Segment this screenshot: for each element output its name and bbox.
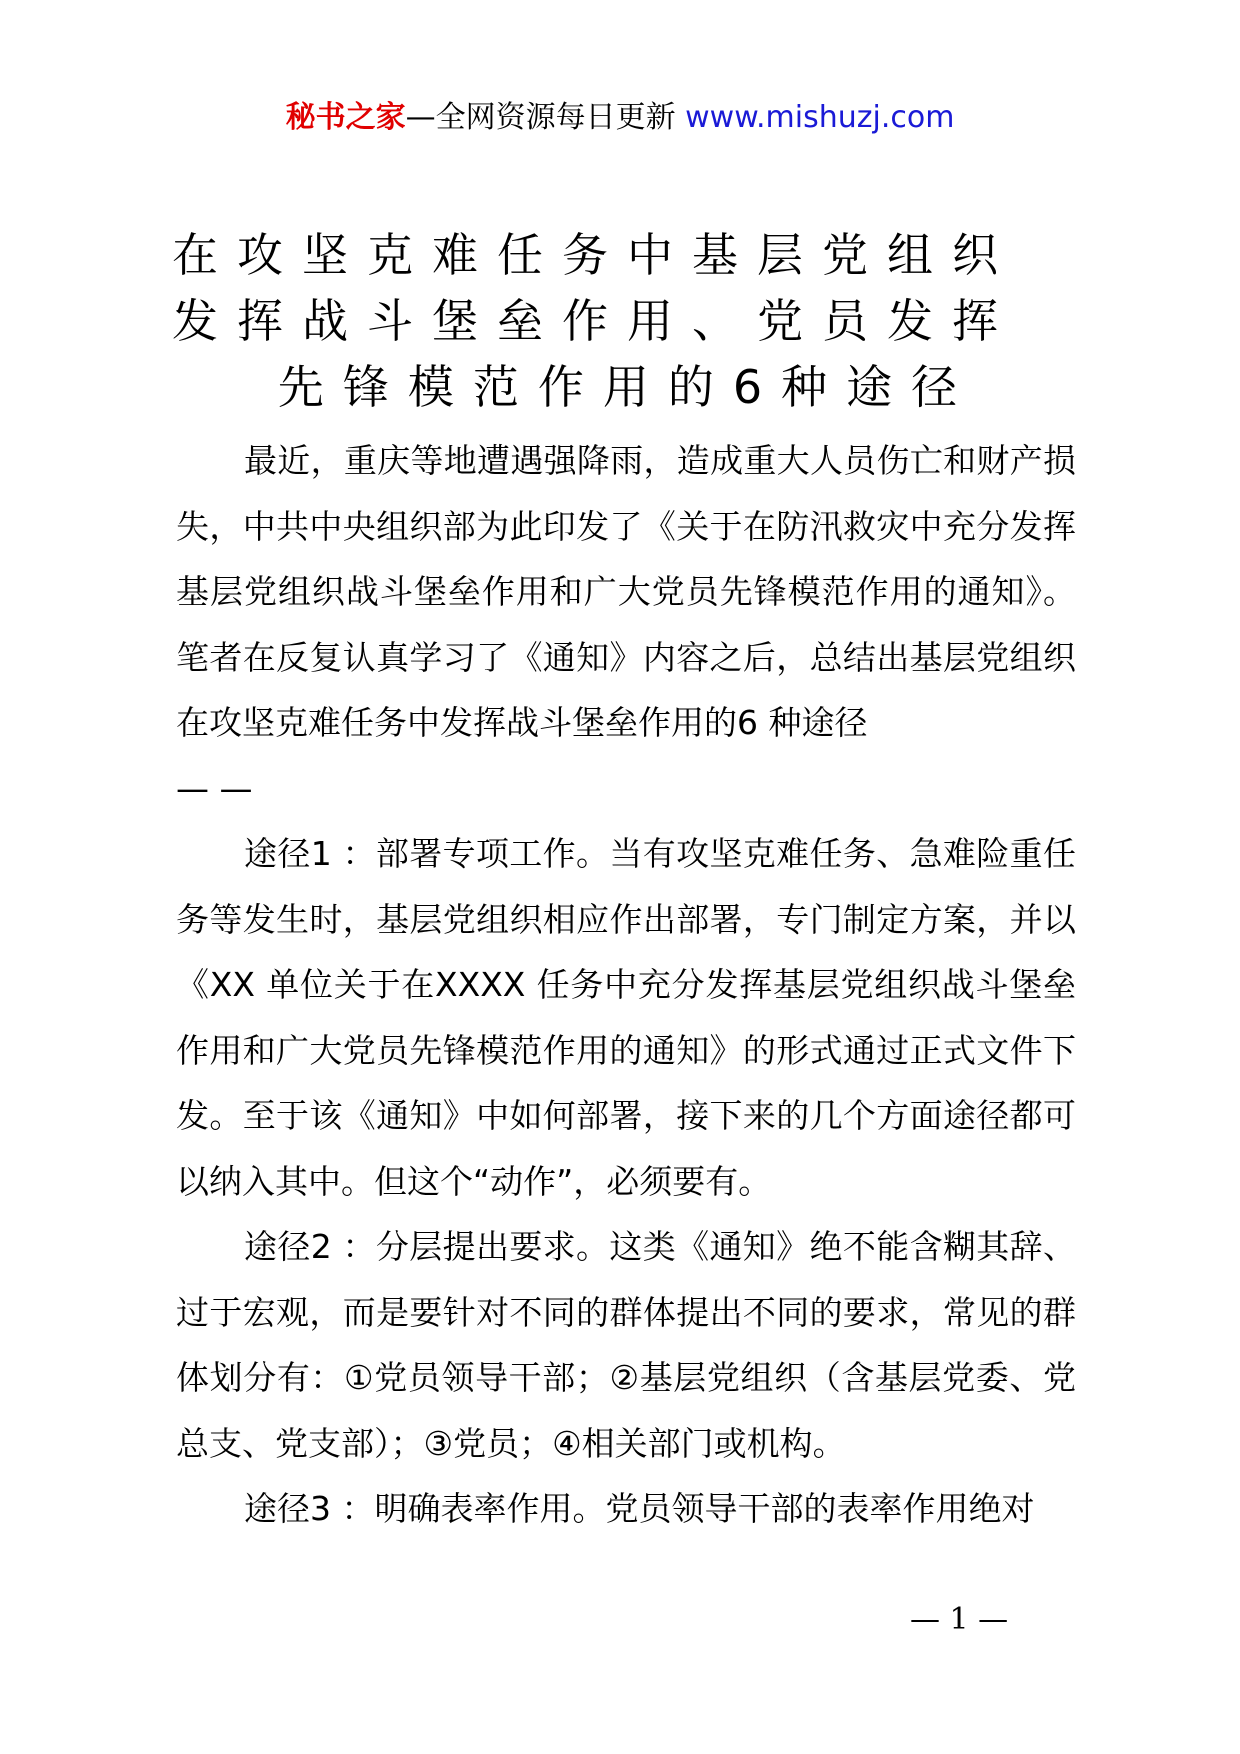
title-line-1: 在攻坚克难任务中基层党组织 — [172, 228, 1017, 282]
paragraph-route-3: 途径3 ：明确表率作用。党员领导干部的表率作用绝对 — [244, 1489, 1035, 1528]
paragraph-route-1: 途径1 ：部署专项工作。当有攻坚克难任务、急难险重任务等发生时，基层党组织相应作出部署，专门制定方案，并以《XX 单位关于在XXXX 任务中充分发挥基层党组织战斗堡垒作用和广大党员先锋模范作用的通知》的形式通过正式文件下发。至于该《通知》中如何部署，接下来的几个方面途径都可以纳入其中。但这个“动作”，必须要有。 — [176, 834, 1076, 1201]
dash-line: — — — [176, 768, 253, 808]
title-line-3: 先锋模范作用的6种途径 — [277, 360, 977, 414]
site-header — [0, 98, 1240, 137]
document-body — [176, 428, 1076, 1542]
site-url[interactable]: www.mishuzj.com — [685, 100, 955, 135]
site-brand: 秘书之家 — [285, 100, 406, 135]
site-slogan: —全网资源每日更新 — [405, 100, 686, 135]
paragraph-route-2: 途径2 ：分层提出要求。这类《通知》绝不能含糊其辞、过于宏观，而是要针对不同的群体提出不同的要求，常见的群体划分有：①党员领导干部；②基层党组织（含基层党委、党总支、党支部）；③党员；④相关部门或机构。 — [176, 1227, 1076, 1463]
title-line-2: 发挥战斗堡垒作用、党员发挥 — [172, 294, 1017, 348]
page-number: — 1 — — [910, 1602, 1009, 1637]
document-title — [172, 222, 1072, 420]
paragraph-intro: 最近，重庆等地遭遇强降雨，造成重大人员伤亡和财产损失，中共中央组织部为此印发了《关于在防汛救灾中充分发挥基层党组织战斗堡垒作用和广大党员先锋模范作用的通知》。笔者在反复认真学习了《通知》内容之后，总结出基层党组织在攻坚克难任务中发挥战斗堡垒作用的6 种途径 — [176, 441, 1076, 742]
